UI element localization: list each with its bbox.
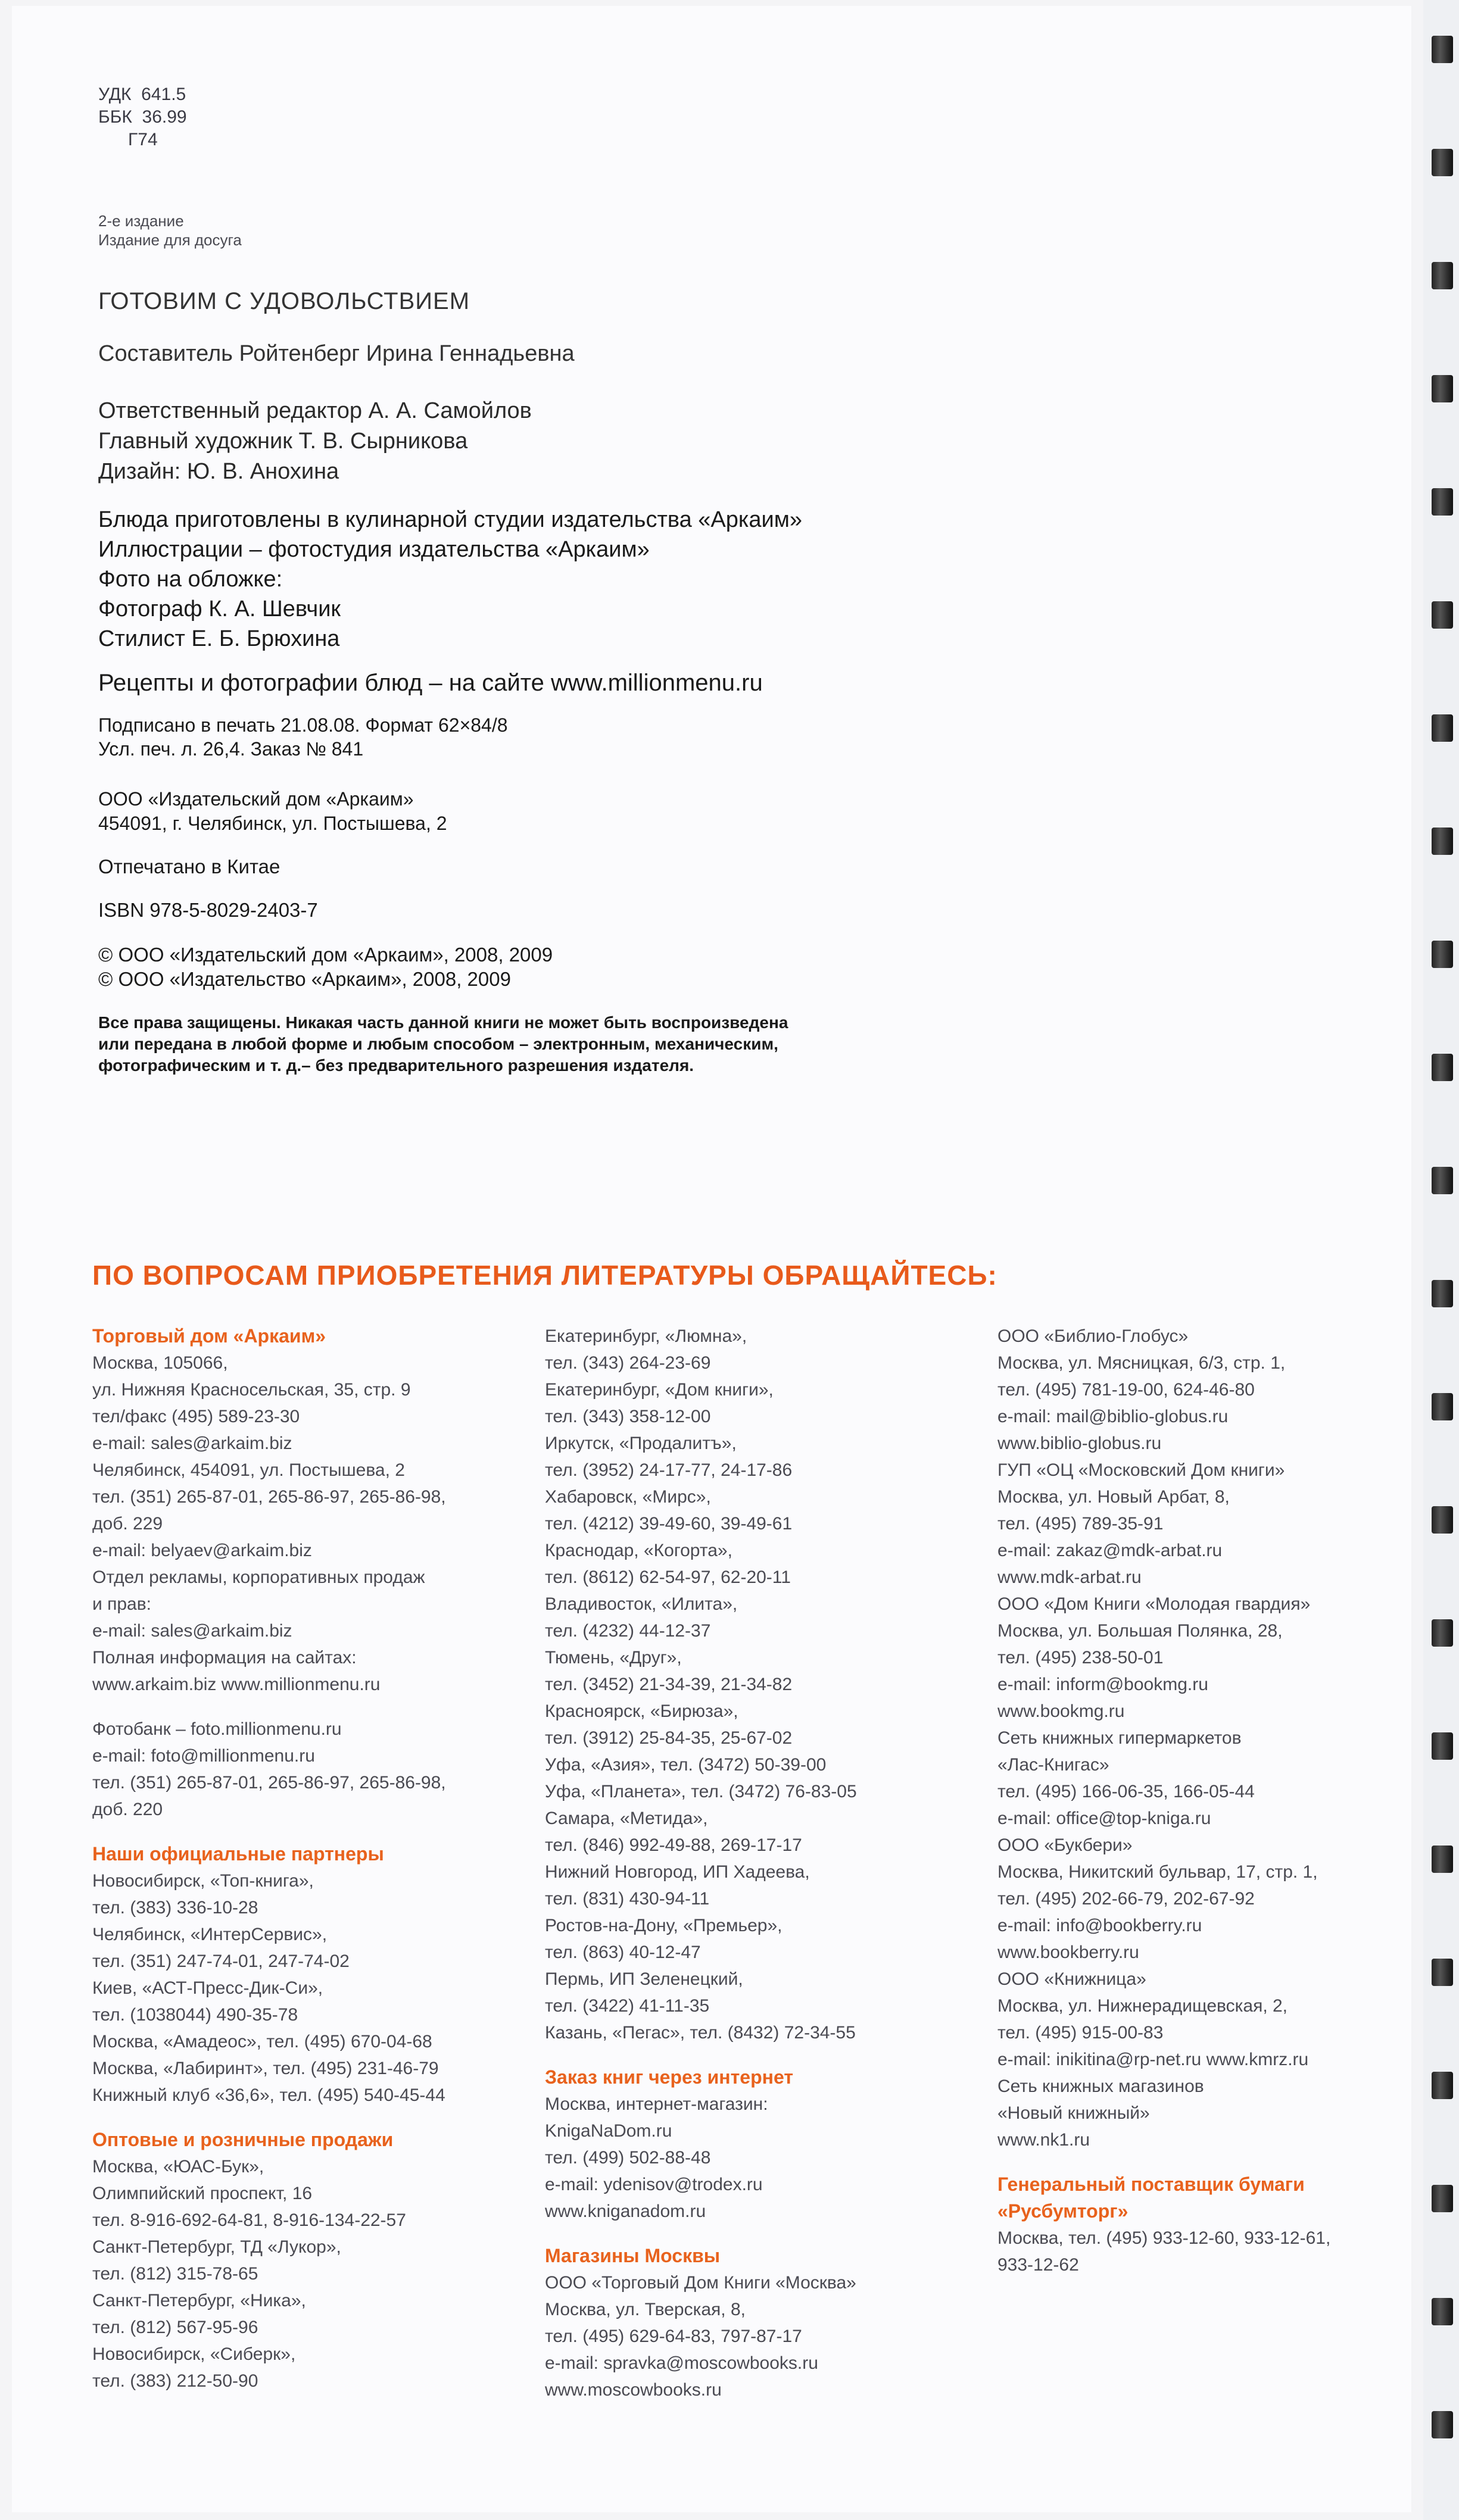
contact-line: тел. (3452) 21-34-39, 21-34-82	[545, 1675, 793, 1694]
contact-line: доб. 220	[92, 1800, 163, 1819]
contact-line: Москва, Никитский бульвар, 17, стр. 1,	[997, 1862, 1318, 1882]
studio-line: Фотограф К. А. Шевчик	[98, 597, 341, 622]
contact-line: «Лас-Книгас»	[997, 1755, 1109, 1775]
copyright-line: © ООО «Издательский дом «Аркаим», 2008, 2009	[98, 944, 553, 966]
contact-line: «Новый книжный»	[997, 2103, 1150, 2123]
studio-line: Фото на обложке:	[98, 567, 283, 592]
rights-notice	[98, 1012, 992, 1076]
section-header: Наши официальные партнеры	[92, 1843, 384, 1865]
contact-line: ООО «Дом Книги «Молодая гвардия»	[997, 1594, 1311, 1614]
publisher-block	[98, 787, 447, 836]
contact-line: тел. (495) 238-50-01	[997, 1648, 1164, 1667]
contact-line: Тюмень, «Друг»,	[545, 1648, 682, 1667]
spacer	[997, 2153, 1426, 2171]
contact-line: тел. (383) 336-10-28	[92, 1898, 258, 1918]
section-header: «Русбумторг»	[997, 2200, 1128, 2222]
contact-line: ООО «Букбери»	[997, 1835, 1133, 1855]
contact-line: доб. 229	[92, 1514, 163, 1534]
staff-block	[98, 396, 532, 487]
udk-block	[98, 83, 187, 151]
spiral-binding	[1423, 0, 1459, 2520]
contact-line: Москва, ул. Тверская, 8,	[545, 2300, 746, 2319]
contact-line: Москва, ул. Мясницкая, 6/3, стр. 1,	[997, 1353, 1286, 1373]
contact-line: Хабаровск, «Мирс»,	[545, 1487, 711, 1507]
binding-coil	[1432, 1054, 1453, 1081]
contact-line: Краснодар, «Когорта»,	[545, 1541, 732, 1560]
contact-line: тел. (383) 212-50-90	[92, 2371, 258, 2391]
binding-coil	[1432, 262, 1453, 289]
binding-coil	[1432, 1393, 1453, 1420]
copyright-block	[98, 942, 553, 991]
contact-line: тел. (495) 915-00-83	[997, 2023, 1164, 2043]
spacer	[92, 1823, 521, 1841]
spacer	[545, 2225, 974, 2243]
contact-line: тел/факс (495) 589-23-30	[92, 1407, 300, 1426]
contact-line: Екатеринбург, «Дом книги»,	[545, 1380, 774, 1400]
contact-line: Москва, «ЮАС-Бук»,	[92, 2157, 264, 2176]
contact-line: e-mail: info@bookberry.ru	[997, 1916, 1202, 1935]
contact-line: ул. Нижняя Красносельская, 35, стр. 9	[92, 1380, 411, 1400]
binding-coil	[1432, 2072, 1453, 2099]
binding-coil	[1432, 2185, 1453, 2212]
contact-line: e-mail: mail@biblio-globus.ru	[997, 1407, 1229, 1426]
contact-line: Иркутск, «Продалитъ»,	[545, 1434, 737, 1453]
contact-line: e-mail: spravka@moscowbooks.ru	[545, 2353, 818, 2373]
contact-line: www.moscowbooks.ru	[545, 2380, 722, 2400]
contact-line: ООО «Библио-Глобус»	[997, 1326, 1189, 1346]
contact-line: Казань, «Пегас», тел. (8432) 72-34-55	[545, 2023, 856, 2043]
contact-line: Олимпийский проспект, 16	[92, 2184, 313, 2203]
contact-line: www.bookberry.ru	[997, 1943, 1139, 1962]
contact-line: Москва, интернет-магазин:	[545, 2094, 768, 2114]
book-title: ГОТОВИМ С УДОВОЛЬСТВИЕМ	[98, 288, 470, 314]
publisher-name: ООО «Издательский дом «Аркаим»	[98, 788, 414, 810]
spacer	[92, 1698, 521, 1716]
contact-line: тел. (8612) 62-54-97, 62-20-11	[545, 1567, 791, 1587]
contact-line: тел. (863) 40-12-47	[545, 1943, 701, 1962]
contact-line: Уфа, «Азия», тел. (3472) 50-39-00	[545, 1755, 827, 1775]
contact-line: Киев, «АСТ-Пресс-Дик-Си»,	[92, 1978, 323, 1998]
rights-line: фотографическим и т. д.– без предварительного разрешения издателя.	[98, 1056, 694, 1075]
studio-block	[98, 505, 802, 654]
contact-line: e-mail: inikitina@rp-net.ru www.kmrz.ru	[997, 2050, 1309, 2069]
contact-line: e-mail: belyaev@arkaim.biz	[92, 1541, 312, 1560]
contact-line: e-mail: office@top-kniga.ru	[997, 1809, 1211, 1828]
studio-line: Блюда приготовлены в кулинарной студии издательства «Аркаим»	[98, 507, 802, 532]
binding-coil	[1432, 375, 1453, 402]
contact-line: Уфа, «Планета», тел. (3472) 76-83-05	[545, 1782, 857, 1801]
contact-line: e-mail: zakaz@mdk-arbat.ru	[997, 1541, 1223, 1560]
section-header: Заказ книг через интернет	[545, 2066, 793, 2088]
binding-coil	[1432, 827, 1453, 855]
contact-line: KnigaNaDom.ru	[545, 2121, 672, 2141]
contact-line: тел. (495) 166-06-35, 166-05-44	[997, 1782, 1255, 1801]
binding-coil	[1432, 488, 1453, 516]
binding-coil	[1432, 1959, 1453, 1986]
contact-line: Москва, «Лабиринт», тел. (495) 231-46-79	[92, 2059, 439, 2078]
contact-line: тел. (495) 202-66-79, 202-67-92	[997, 1889, 1255, 1909]
contact-line: Москва, 105066,	[92, 1353, 228, 1373]
studio-line: Иллюстрации – фотостудия издательства «Аркаим»	[98, 537, 650, 562]
contact-line: Пермь, ИП Зеленецкий,	[545, 1969, 743, 1989]
binding-coil	[1432, 601, 1453, 629]
contact-line: тел. (495) 629-64-83, 797-87-17	[545, 2327, 802, 2346]
contacts-column-1	[92, 1323, 521, 2394]
binding-coil	[1432, 149, 1453, 176]
contact-line: ГУП «ОЦ «Московский Дом книги»	[997, 1460, 1285, 1480]
contact-line: Санкт-Петербург, «Ника»,	[92, 2291, 306, 2310]
contact-line: ООО «Торговый Дом Книги «Москва»	[545, 2273, 856, 2293]
contact-line: тел. (343) 358-12-00	[545, 1407, 711, 1426]
contact-line: Новосибирск, «Сиберк»,	[92, 2344, 296, 2364]
contact-line: e-mail: sales@arkaim.biz	[92, 1621, 292, 1641]
contact-line: Ростов-на-Дону, «Премьер»,	[545, 1916, 783, 1935]
binding-coil	[1432, 714, 1453, 742]
contact-line: www.biblio-globus.ru	[997, 1434, 1162, 1453]
contact-line: тел. (3422) 41-11-35	[545, 1996, 710, 2016]
contact-line: Челябинск, «ИнтерСервис»,	[92, 1925, 328, 1944]
contact-line: Сеть книжных магазинов	[997, 2076, 1204, 2096]
udk-line: УДК 641.5	[98, 85, 186, 104]
contact-line: тел. (495) 781-19-00, 624-46-80	[997, 1380, 1255, 1400]
binding-coil	[1432, 1167, 1453, 1194]
binding-coil	[1432, 1732, 1453, 1760]
contact-line: Владивосток, «Илита»,	[545, 1594, 738, 1614]
design-line: Дизайн: Ю. В. Анохина	[98, 459, 339, 484]
contact-line: e-mail: foto@millionmenu.ru	[92, 1746, 315, 1766]
section-header: Магазины Москвы	[545, 2245, 721, 2266]
contact-line: www.nk1.ru	[997, 2130, 1090, 2150]
contact-line: тел. (4212) 39-49-60, 39-49-61	[545, 1514, 793, 1534]
contact-line: e-mail: inform@bookmg.ru	[997, 1675, 1208, 1694]
contact-line: Екатеринбург, «Люмна»,	[545, 1326, 747, 1346]
copyright-line: © ООО «Издательство «Аркаим», 2008, 2009	[98, 968, 511, 990]
contact-line: e-mail: sales@arkaim.biz	[92, 1434, 292, 1453]
contact-line: Челябинск, 454091, ул. Постышева, 2	[92, 1460, 405, 1480]
contact-line: тел. (812) 315-78-65	[92, 2264, 258, 2284]
contact-line: тел. (343) 264-23-69	[545, 1353, 711, 1373]
contact-line: Москва, ул. Большая Полянка, 28,	[997, 1621, 1283, 1641]
print-line: Подписано в печать 21.08.08. Формат 62×84/8	[98, 714, 508, 736]
binding-coil	[1432, 2411, 1453, 2438]
contact-line: тел. (4232) 44-12-37	[545, 1621, 711, 1641]
contact-line: тел. (351) 265-87-01, 265-86-97, 265-86-98,	[92, 1487, 446, 1507]
binding-coil	[1432, 2298, 1453, 2325]
binding-coil	[1432, 1506, 1453, 1534]
artist-line: Главный художник Т. В. Сырникова	[98, 429, 468, 454]
binding-coil	[1432, 941, 1453, 968]
contact-line: Фотобанк – foto.millionmenu.ru	[92, 1719, 342, 1739]
section-header: Генеральный поставщик бумаги	[997, 2174, 1305, 2195]
edition-number: 2-е издание	[98, 212, 184, 230]
spacer	[545, 2046, 974, 2064]
contact-line: Отдел рекламы, корпоративных продаж	[92, 1567, 425, 1587]
contact-line: Красноярск, «Бирюза»,	[545, 1701, 738, 1721]
recipes-line: Рецепты и фотографии блюд – на сайте www.millionmenu.ru	[98, 670, 763, 696]
print-info	[98, 713, 508, 761]
contact-line: www.arkaim.biz www.millionmenu.ru	[92, 1675, 381, 1694]
edition-block	[98, 211, 242, 249]
contact-line: тел. (495) 789-35-91	[997, 1514, 1164, 1534]
studio-line: Стилист Е. Б. Брюхина	[98, 626, 340, 651]
contact-line: Санкт-Петербург, ТД «Лукор»,	[92, 2237, 341, 2257]
contact-line: тел. (846) 992-49-88, 269-17-17	[545, 1835, 802, 1855]
contacts-heading: ПО ВОПРОСАМ ПРИОБРЕТЕНИЯ ЛИТЕРАТУРЫ ОБРАЩАЙТЕСЬ:	[92, 1260, 997, 1291]
section-header: Оптовые и розничные продажи	[92, 2129, 394, 2150]
contact-line: www.mdk-arbat.ru	[997, 1567, 1142, 1587]
rights-line: или передана в любой форме и любым способом – электронным, механическим,	[98, 1035, 778, 1053]
contact-line: Полная информация на сайтах:	[92, 1648, 357, 1667]
contact-line: www.bookmg.ru	[997, 1701, 1125, 1721]
bbk-line: ББК 36.99	[98, 107, 187, 127]
compiler: Составитель Ройтенберг Ирина Геннадьевна	[98, 341, 575, 366]
contact-line: тел. (812) 567-95-96	[92, 2318, 258, 2337]
editor-line: Ответственный редактор А. А. Самойлов	[98, 398, 532, 423]
contact-line: Москва, «Амадеос», тел. (495) 670-04-68	[92, 2032, 432, 2051]
contact-line: тел. (3952) 24-17-77, 24-17-86	[545, 1460, 793, 1480]
contact-line: и прав:	[92, 1594, 151, 1614]
publisher-address: 454091, г. Челябинск, ул. Постышева, 2	[98, 813, 447, 834]
contact-line: Москва, ул. Новый Арбат, 8,	[997, 1487, 1230, 1507]
contact-line: тел. 8-916-692-64-81, 8-916-134-22-57	[92, 2210, 406, 2230]
binding-coil	[1432, 1280, 1453, 1307]
contact-line: Самара, «Метида»,	[545, 1809, 708, 1828]
contacts-column-3	[997, 1323, 1426, 2278]
edition-type: Издание для досуга	[98, 231, 242, 249]
contact-line: тел. (351) 247-74-01, 247-74-02	[92, 1951, 350, 1971]
print-line: Усл. печ. л. 26,4. Заказ № 841	[98, 738, 364, 760]
contact-line: тел. (499) 502-88-48	[545, 2148, 711, 2168]
spacer	[92, 2109, 521, 2126]
binding-coil	[1432, 1619, 1453, 1647]
contact-line: Книжный клуб «36,6», тел. (495) 540-45-44	[92, 2085, 445, 2105]
contact-line: ООО «Книжница»	[997, 1969, 1146, 1989]
contact-line: 933-12-62	[997, 2255, 1079, 2275]
contact-line: Москва, тел. (495) 933-12-60, 933-12-61,	[997, 2228, 1331, 2248]
contact-line: тел. (351) 265-87-01, 265-86-97, 265-86-98,	[92, 1773, 446, 1793]
author-mark-line: Г74	[98, 130, 158, 149]
contact-line: Новосибирск, «Топ-книга»,	[92, 1871, 314, 1891]
contact-line: Сеть книжных гипермаркетов	[997, 1728, 1242, 1748]
contact-line: www.kniganadom.ru	[545, 2202, 706, 2221]
contact-line: тел. (3912) 25-84-35, 25-67-02	[545, 1728, 793, 1748]
contact-line: тел. (831) 430-94-11	[545, 1889, 710, 1909]
isbn: ISBN 978-5-8029-2403-7	[98, 899, 318, 921]
rights-line: Все права защищены. Никакая часть данной книги не может быть воспроизведена	[98, 1013, 788, 1032]
printed-in: Отпечатано в Китае	[98, 855, 280, 878]
binding-coil	[1432, 1845, 1453, 1873]
contact-line: Москва, ул. Нижнерадищевская, 2,	[997, 1996, 1288, 2016]
contact-line: тел. (1038044) 490-35-78	[92, 2005, 298, 2025]
contact-line: Нижний Новгород, ИП Хадеева,	[545, 1862, 810, 1882]
binding-coil	[1432, 36, 1453, 63]
contacts-column-2	[545, 1323, 974, 2403]
section-header: Торговый дом «Аркаим»	[92, 1325, 326, 1347]
contact-line: e-mail: ydenisov@trodex.ru	[545, 2175, 763, 2194]
